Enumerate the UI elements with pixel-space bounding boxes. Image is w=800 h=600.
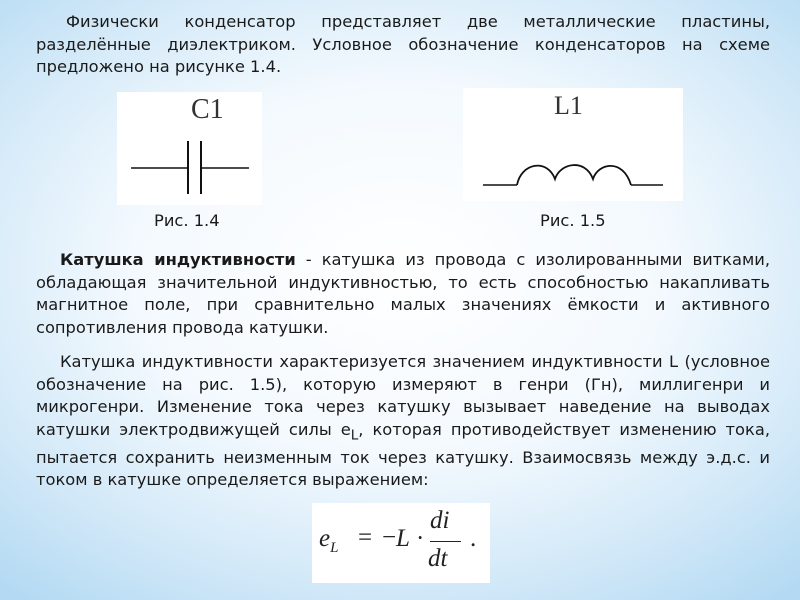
capacitor-symbol-icon bbox=[117, 92, 262, 205]
inductance-text-2: , которая противодействует изменению тока, пытается сохранить неизменным ток через катушку. Взаимосвязь между э.д.с. и током в катушке определяется выражением: bbox=[36, 419, 770, 490]
inductor-symbol-icon bbox=[463, 88, 683, 201]
capacitor-figure bbox=[117, 92, 262, 205]
emf-formula bbox=[312, 503, 490, 583]
inductance-text-1: Катушка индуктивности характеризуется значением индуктивности L (условное обозначение на рис. 1.5), которую измеряют в генри (Гн), миллигенри и микрогенри. Изменение тока через катушку вызывает наведение на выводах катушки электродвижущей силы e bbox=[36, 352, 770, 439]
formula-inductance: L bbox=[396, 525, 410, 552]
formula-equals: = bbox=[358, 524, 373, 551]
formula-denominator: dt bbox=[428, 545, 448, 572]
inductor-term: Катушка индуктивности bbox=[60, 250, 296, 269]
formula-fraction-bar bbox=[430, 541, 461, 542]
inductor-label: L1 bbox=[554, 91, 583, 120]
inductor-definition-paragraph bbox=[36, 249, 770, 339]
inductor-figure bbox=[463, 88, 683, 201]
formula-emf: $e_L$ bbox=[319, 525, 339, 556]
intro-text: Физически конденсатор представляет две металлические пластины, разделённые диэлектриком. Условное обозначение конденсаторов на схеме предложено на рисунке 1.4. bbox=[36, 12, 770, 77]
formula-period: . bbox=[470, 525, 477, 552]
inductance-paragraph bbox=[36, 351, 770, 492]
capacitor-label: C1 bbox=[191, 94, 224, 125]
formula-multiply: · bbox=[416, 525, 425, 552]
figure-caption-1-4: Рис. 1.4 bbox=[154, 211, 220, 230]
inductor-definition-text: - катушка из провода с изолированными витками, обладающая значительной индуктивностью, то есть способностью накапливать магнитное поле, при сравнительно малых значениях ёмкости и активного сопротивления провода катушки. bbox=[36, 250, 770, 337]
formula-minus: − bbox=[382, 524, 397, 551]
figure-caption-1-5: Рис. 1.5 bbox=[540, 211, 606, 230]
intro-paragraph bbox=[36, 11, 770, 79]
inductance-text-sub: L bbox=[350, 427, 359, 444]
formula-numerator: di bbox=[430, 507, 450, 534]
